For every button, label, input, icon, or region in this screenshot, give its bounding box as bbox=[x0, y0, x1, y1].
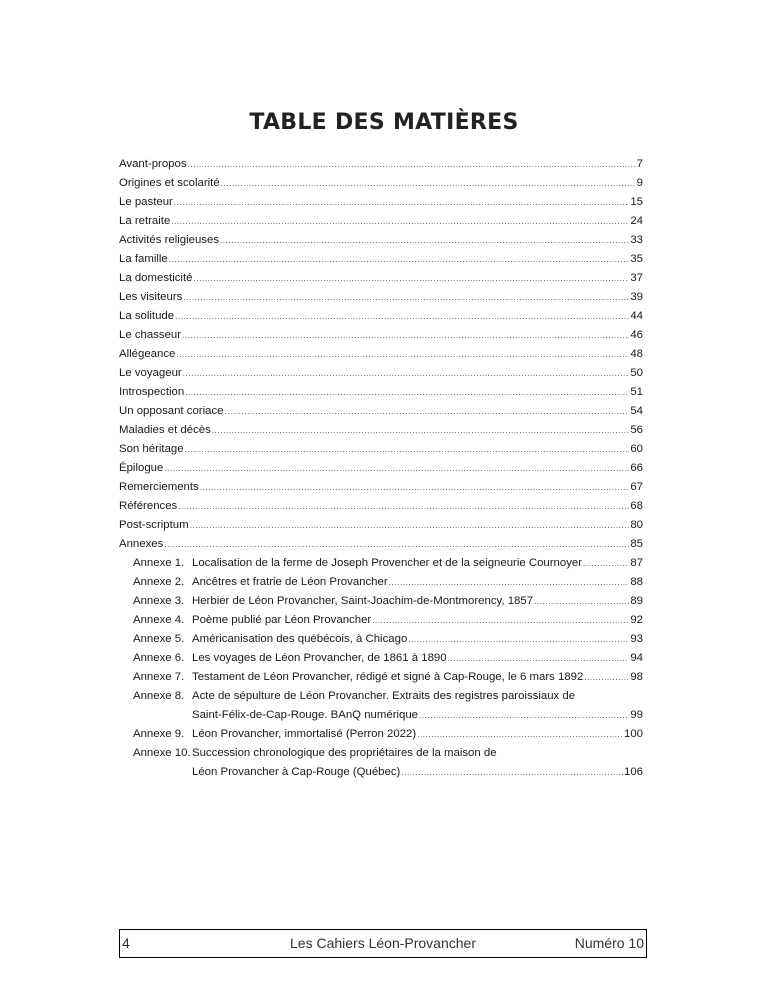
dot-leader bbox=[164, 535, 629, 554]
annex-number: Annexe 4. bbox=[133, 614, 185, 626]
toc-entry-label: Les visiteurs bbox=[119, 291, 183, 303]
dot-leader bbox=[171, 212, 629, 231]
dot-leader bbox=[176, 345, 629, 364]
table-of-contents bbox=[119, 155, 643, 782]
dot-leader bbox=[408, 630, 629, 649]
annex-page: 89 bbox=[630, 595, 643, 607]
annex-entry bbox=[119, 554, 643, 573]
toc-entry bbox=[119, 288, 643, 307]
toc-entry-page: 56 bbox=[630, 424, 643, 436]
annex-label: Localisation de la ferme de Joseph Provencher et de la seigneurie Cournoyer bbox=[192, 557, 583, 569]
toc-entry bbox=[119, 155, 643, 174]
dot-leader bbox=[200, 478, 630, 497]
toc-entry-page: 80 bbox=[630, 519, 643, 531]
dot-leader bbox=[534, 592, 629, 611]
annex-label: Léon Provancher, immortalisé (Perron 2022) bbox=[192, 728, 417, 740]
toc-entry-page: 37 bbox=[630, 272, 643, 284]
toc-entry-page: 39 bbox=[630, 291, 643, 303]
annex-label: Herbier de Léon Provancher, Saint-Joachim-de-Montmorency, 1857 bbox=[192, 595, 534, 607]
toc-entry bbox=[119, 440, 643, 459]
toc-entry-page: 44 bbox=[630, 310, 643, 322]
dot-leader bbox=[164, 459, 629, 478]
annex-entry-continuation bbox=[119, 763, 643, 782]
toc-entry-page: 35 bbox=[630, 253, 643, 265]
toc-entry bbox=[119, 174, 643, 193]
toc-entry bbox=[119, 326, 643, 345]
annex-entry-continuation bbox=[119, 706, 643, 725]
toc-entry-label: Le voyageur bbox=[119, 367, 182, 379]
toc-entry-page: 50 bbox=[630, 367, 643, 379]
annex-page: 87 bbox=[630, 557, 643, 569]
dot-leader bbox=[372, 611, 629, 630]
toc-entry-label: Références bbox=[119, 500, 178, 512]
toc-entry-label: Un opposant coriace bbox=[119, 405, 224, 417]
dot-leader bbox=[212, 421, 630, 440]
annex-entry bbox=[119, 668, 643, 687]
annex-label-continued: Léon Provancher à Cap-Rouge (Québec) bbox=[192, 766, 401, 778]
toc-entry-label: Remerciements bbox=[119, 481, 199, 493]
toc-entry bbox=[119, 345, 643, 364]
annex-page: 99 bbox=[630, 709, 643, 721]
toc-entry bbox=[119, 364, 643, 383]
footer-page-number: 4 bbox=[122, 935, 130, 951]
page-footer bbox=[119, 929, 647, 958]
toc-entry-label: La domesticité bbox=[119, 272, 193, 284]
toc-entry-label: Avant-propos bbox=[119, 158, 187, 170]
annex-entry bbox=[119, 630, 643, 649]
annex-number: Annexe 3. bbox=[133, 595, 185, 607]
toc-entry-label: Épilogue bbox=[119, 462, 164, 474]
dot-leader bbox=[185, 440, 630, 459]
annex-page: 100 bbox=[623, 728, 643, 740]
toc-entry-page: 66 bbox=[630, 462, 643, 474]
toc-entry-label: La famille bbox=[119, 253, 168, 265]
toc-entry-label: Allégeance bbox=[119, 348, 176, 360]
dot-leader bbox=[583, 554, 629, 573]
toc-entry-page: 15 bbox=[630, 196, 643, 208]
dot-leader bbox=[401, 763, 623, 782]
annex-entry bbox=[119, 592, 643, 611]
toc-entry-label: Post-scriptum bbox=[119, 519, 189, 531]
dot-leader bbox=[220, 231, 629, 250]
toc-entry bbox=[119, 269, 643, 288]
toc-entry-label: Maladies et décès bbox=[119, 424, 211, 436]
dot-leader bbox=[584, 668, 629, 687]
dot-leader bbox=[190, 516, 630, 535]
dot-leader bbox=[175, 307, 629, 326]
toc-entry bbox=[119, 402, 643, 421]
annex-entry bbox=[119, 611, 643, 630]
page-title: TABLE DES MATIÈRES bbox=[249, 110, 519, 135]
dot-leader bbox=[419, 706, 629, 725]
footer-issue-number: Numéro 10 bbox=[574, 935, 644, 951]
annex-number: Annexe 6. bbox=[133, 652, 185, 664]
toc-entry bbox=[119, 497, 643, 516]
toc-entry-page: 7 bbox=[636, 158, 643, 170]
annex-number: Annexe 10. bbox=[133, 747, 191, 759]
toc-entry-label: Son héritage bbox=[119, 443, 184, 455]
dot-leader bbox=[185, 383, 629, 402]
toc-entry-page: 9 bbox=[636, 177, 643, 189]
annex-entry bbox=[119, 725, 643, 744]
dot-leader bbox=[221, 174, 636, 193]
toc-entry-page: 48 bbox=[630, 348, 643, 360]
toc-entry-label: La solitude bbox=[119, 310, 175, 322]
toc-entry-label: La retraite bbox=[119, 215, 171, 227]
dot-leader bbox=[193, 269, 629, 288]
annex-label: Américanisation des québécois, à Chicago bbox=[192, 633, 408, 645]
toc-entry bbox=[119, 383, 643, 402]
annex-page: 106 bbox=[623, 766, 643, 778]
toc-entry-label: Annexes bbox=[119, 538, 164, 550]
toc-entry-page: 85 bbox=[630, 538, 643, 550]
toc-entry-label: Le chasseur bbox=[119, 329, 182, 341]
dot-leader bbox=[417, 725, 623, 744]
toc-entry bbox=[119, 307, 643, 326]
toc-entry-page: 67 bbox=[630, 481, 643, 493]
annex-page: 98 bbox=[630, 671, 643, 683]
annex-label: Succession chronologique des propriétaires de la maison de bbox=[192, 747, 497, 759]
toc-entry bbox=[119, 459, 643, 478]
annex-label: Les voyages de Léon Provancher, de 1861 à 1890 bbox=[192, 652, 447, 664]
annex-number: Annexe 2. bbox=[133, 576, 185, 588]
annex-page: 93 bbox=[630, 633, 643, 645]
annex-number: Annexe 8. bbox=[133, 690, 185, 702]
annex-page: 88 bbox=[630, 576, 643, 588]
toc-entry-label: Origines et scolarité bbox=[119, 177, 220, 189]
dot-leader bbox=[182, 326, 629, 345]
annex-page: 92 bbox=[630, 614, 643, 626]
annex-entry bbox=[119, 687, 643, 706]
annex-entry bbox=[119, 649, 643, 668]
toc-entry-page: 60 bbox=[630, 443, 643, 455]
annex-label-continued: Saint-Félix-de-Cap-Rouge. BAnQ numérique bbox=[192, 709, 419, 721]
annex-page: 94 bbox=[630, 652, 643, 664]
annex-label: Testament de Léon Provancher, rédigé et signé à Cap-Rouge, le 6 mars 1892 bbox=[192, 671, 584, 683]
toc-entry bbox=[119, 516, 643, 535]
dot-leader bbox=[169, 250, 630, 269]
annex-label: Ancêtres et fratrie de Léon Provancher bbox=[192, 576, 388, 588]
dot-leader bbox=[178, 497, 629, 516]
annex-entry bbox=[119, 573, 643, 592]
dot-leader bbox=[448, 649, 630, 668]
annex-entry bbox=[119, 744, 643, 763]
toc-entry-label: Le pasteur bbox=[119, 196, 173, 208]
toc-entry-page: 54 bbox=[630, 405, 643, 417]
annex-number: Annexe 7. bbox=[133, 671, 185, 683]
toc-entry-page: 68 bbox=[630, 500, 643, 512]
toc-entry-page: 24 bbox=[630, 215, 643, 227]
toc-entry bbox=[119, 250, 643, 269]
toc-entry-label: Activités religieuses bbox=[119, 234, 220, 246]
dot-leader bbox=[183, 364, 630, 383]
dot-leader bbox=[224, 402, 629, 421]
dot-leader bbox=[389, 573, 630, 592]
toc-entry bbox=[119, 193, 643, 212]
annex-number: Annexe 1. bbox=[133, 557, 185, 569]
toc-entry bbox=[119, 231, 643, 250]
toc-entry bbox=[119, 421, 643, 440]
dot-leader bbox=[188, 155, 636, 174]
dot-leader bbox=[183, 288, 629, 307]
toc-entry bbox=[119, 212, 643, 231]
toc-entry bbox=[119, 478, 643, 497]
toc-entry-page: 46 bbox=[630, 329, 643, 341]
annex-number: Annexe 5. bbox=[133, 633, 185, 645]
annex-number: Annexe 9. bbox=[133, 728, 185, 740]
toc-entry-page: 51 bbox=[630, 386, 643, 398]
toc-entry bbox=[119, 535, 643, 554]
annex-label: Poème publié par Léon Provancher bbox=[192, 614, 372, 626]
footer-publication-title: Les Cahiers Léon-Provancher bbox=[290, 935, 476, 951]
annex-label: Acte de sépulture de Léon Provancher. Extraits des registres paroissiaux de bbox=[192, 690, 576, 702]
toc-entry-label: Introspection bbox=[119, 386, 185, 398]
toc-entry-page: 33 bbox=[630, 234, 643, 246]
dot-leader bbox=[174, 193, 630, 212]
